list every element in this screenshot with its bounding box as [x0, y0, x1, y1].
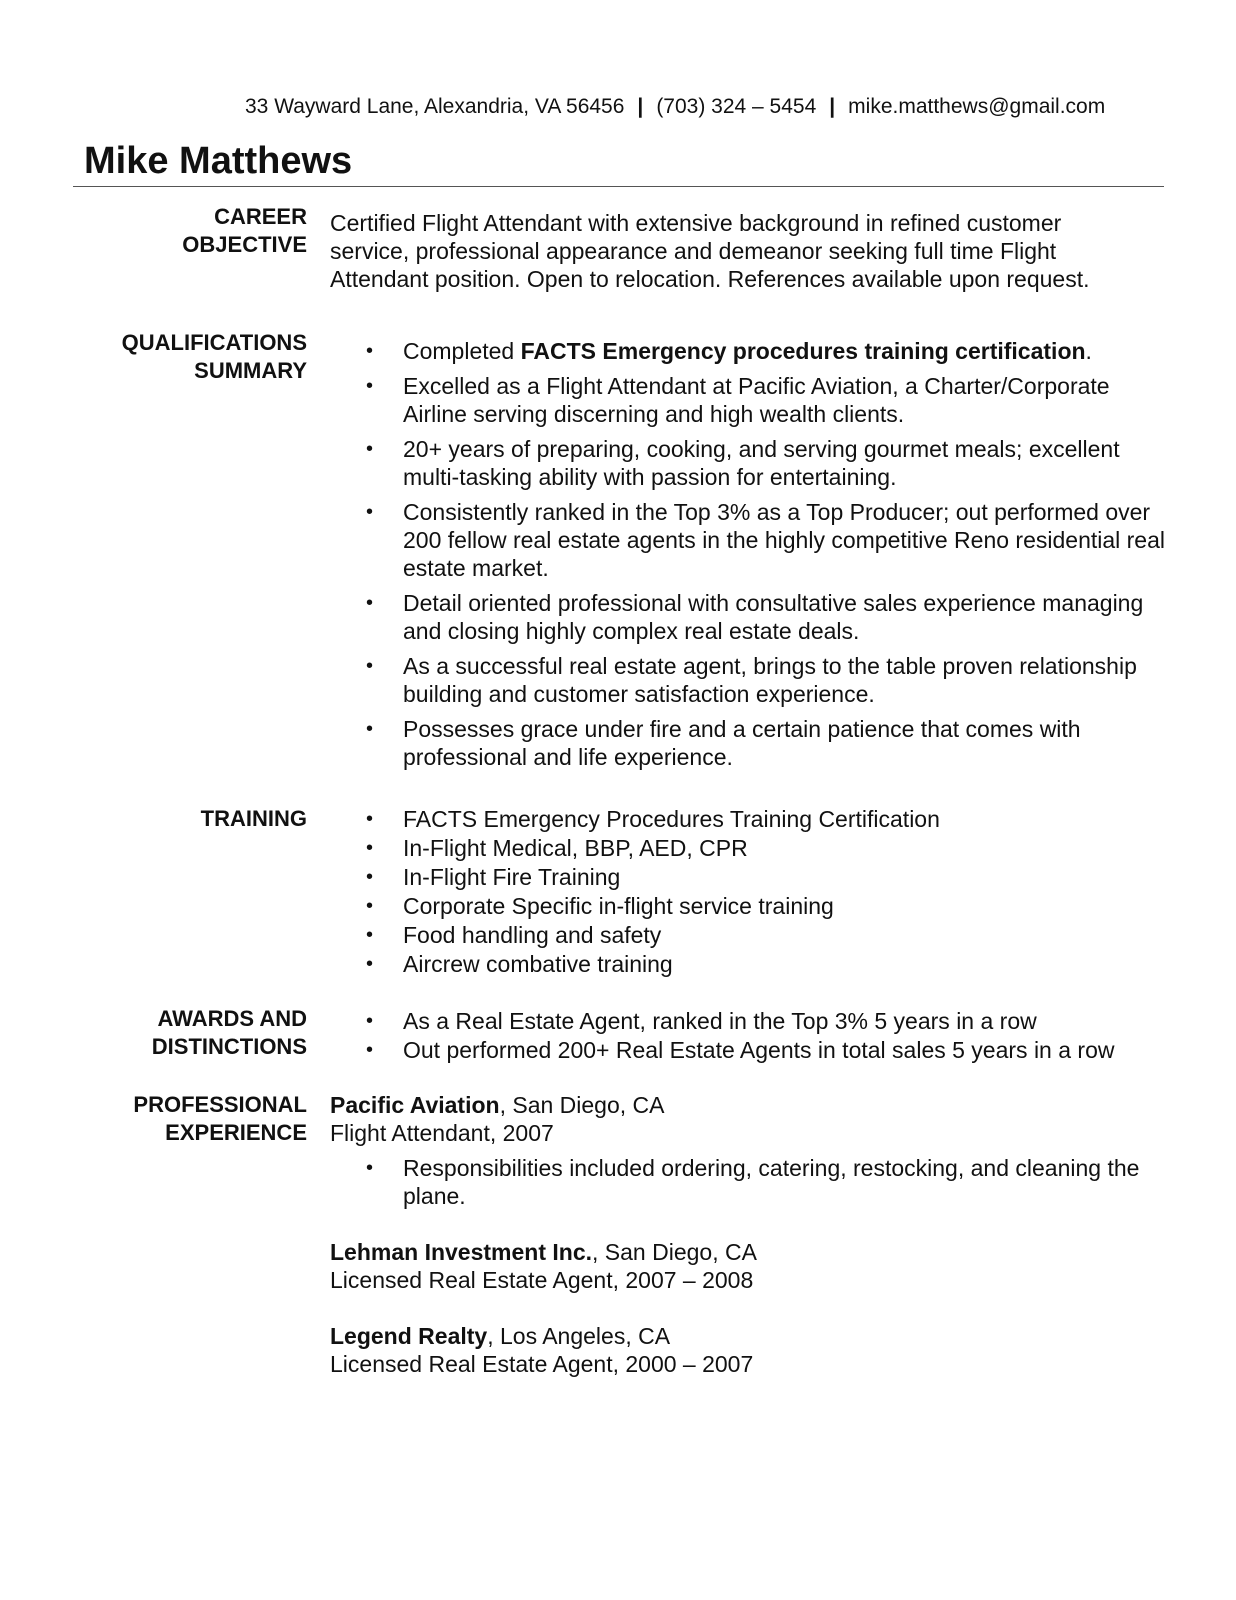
section-label — [40, 203, 307, 259]
job-company-line — [330, 1091, 1170, 1119]
list-item — [330, 337, 1170, 365]
list-item: • 20+ years of preparing, cooking, and serving gourmet meals; excellent multi-tasking ability with passion for entertaining. — [330, 435, 1170, 491]
list-item: • As a successful real estate agent, brings to the table proven relationship building and customer satisfaction experience. — [330, 652, 1170, 708]
list-item: • Possesses grace under fire and a certain patience that comes with professional and life experience. — [330, 715, 1170, 771]
job-company-line — [330, 1238, 1170, 1266]
qualifications-list — [330, 337, 1170, 778]
header-divider — [73, 186, 1164, 187]
contact-separator: | — [829, 95, 836, 118]
job-title: Licensed Real Estate Agent, 2000 – 2007 — [330, 1351, 754, 1377]
section-label — [40, 1091, 307, 1147]
company-location: , Los Angeles, CA — [487, 1323, 671, 1349]
list-item: • FACTS Emergency Procedures Training Certification — [330, 805, 1170, 833]
objective-line: service, professional appearance and demeanor seeking full time Flight — [330, 238, 1057, 264]
job-entry — [330, 1091, 1170, 1210]
awards-list — [330, 1007, 1170, 1065]
label-line: PROFESSIONAL — [133, 1092, 307, 1117]
job-entry — [330, 1238, 1170, 1294]
list-item: • In-Flight Fire Training — [330, 863, 1170, 891]
experience-list — [330, 1091, 1170, 1406]
company-location: , San Diego, CA — [499, 1092, 665, 1118]
email: mike.matthews@gmail.com — [848, 95, 1106, 118]
address: 33 Wayward Lane, Alexandria, VA 56456 — [245, 95, 625, 118]
list-item: • Excelled as a Flight Attendant at Pacific Aviation, a Charter/Corporate Airline serving discerning and high wealth clients. — [330, 372, 1170, 428]
list-item: • As a Real Estate Agent, ranked in the Top 3% 5 years in a row — [330, 1007, 1170, 1035]
contact-line — [245, 94, 1160, 120]
list-item: • Consistently ranked in the Top 3% as a Top Producer; out performed over 200 fellow real estate agents in the highly competitive Reno residential real estate market. — [330, 498, 1170, 582]
training-list — [330, 805, 1170, 979]
company-location: , San Diego, CA — [592, 1239, 757, 1265]
label-line: EXPERIENCE — [165, 1120, 307, 1145]
job-title: Flight Attendant, 2007 — [330, 1120, 554, 1146]
list-item: • Food handling and safety — [330, 921, 1170, 949]
job-title: Licensed Real Estate Agent, 2007 – 2008 — [330, 1267, 754, 1293]
label-line: QUALIFICATIONS — [121, 330, 307, 355]
list-item: • Out performed 200+ Real Estate Agents in total sales 5 years in a row — [330, 1036, 1170, 1064]
list-item: • Detail oriented professional with consultative sales experience managing and closing highly complex real estate deals. — [330, 589, 1170, 645]
objective-text — [330, 209, 1170, 293]
section-label — [40, 1005, 307, 1061]
job-company-line — [330, 1322, 1170, 1350]
list-item: • Responsibilities included ordering, catering, restocking, and cleaning the plane. — [330, 1154, 1170, 1210]
company-name: Lehman Investment Inc. — [330, 1239, 593, 1265]
item-text: . — [1085, 338, 1092, 364]
label-line: OBJECTIVE — [182, 232, 307, 257]
candidate-name: Mike Matthews — [84, 140, 353, 182]
phone: (703) 324 – 5454 — [656, 95, 817, 118]
company-name: Legend Realty — [330, 1323, 488, 1349]
company-name: Pacific Aviation — [330, 1092, 500, 1118]
list-item: • Aircrew combative training — [330, 950, 1170, 978]
item-bold-text: FACTS Emergency procedures training certification — [520, 338, 1086, 364]
item-text: Completed — [403, 338, 521, 364]
list-item: • In-Flight Medical, BBP, AED, CPR — [330, 834, 1170, 862]
contact-separator: | — [637, 95, 644, 118]
section-label: TRAINING — [200, 806, 307, 831]
objective-line: Certified Flight Attendant with extensive background in refined customer — [330, 210, 1062, 236]
section-label — [40, 329, 307, 385]
label-line: CAREER — [214, 204, 307, 229]
job-entry — [330, 1322, 1170, 1378]
objective-line: Attendant position. Open to relocation. References available upon request. — [330, 266, 1090, 292]
label-line: SUMMARY — [194, 358, 307, 383]
label-line: DISTINCTIONS — [151, 1034, 307, 1059]
list-item: • Corporate Specific in-flight service training — [330, 892, 1170, 920]
label-line: AWARDS AND — [157, 1006, 307, 1031]
